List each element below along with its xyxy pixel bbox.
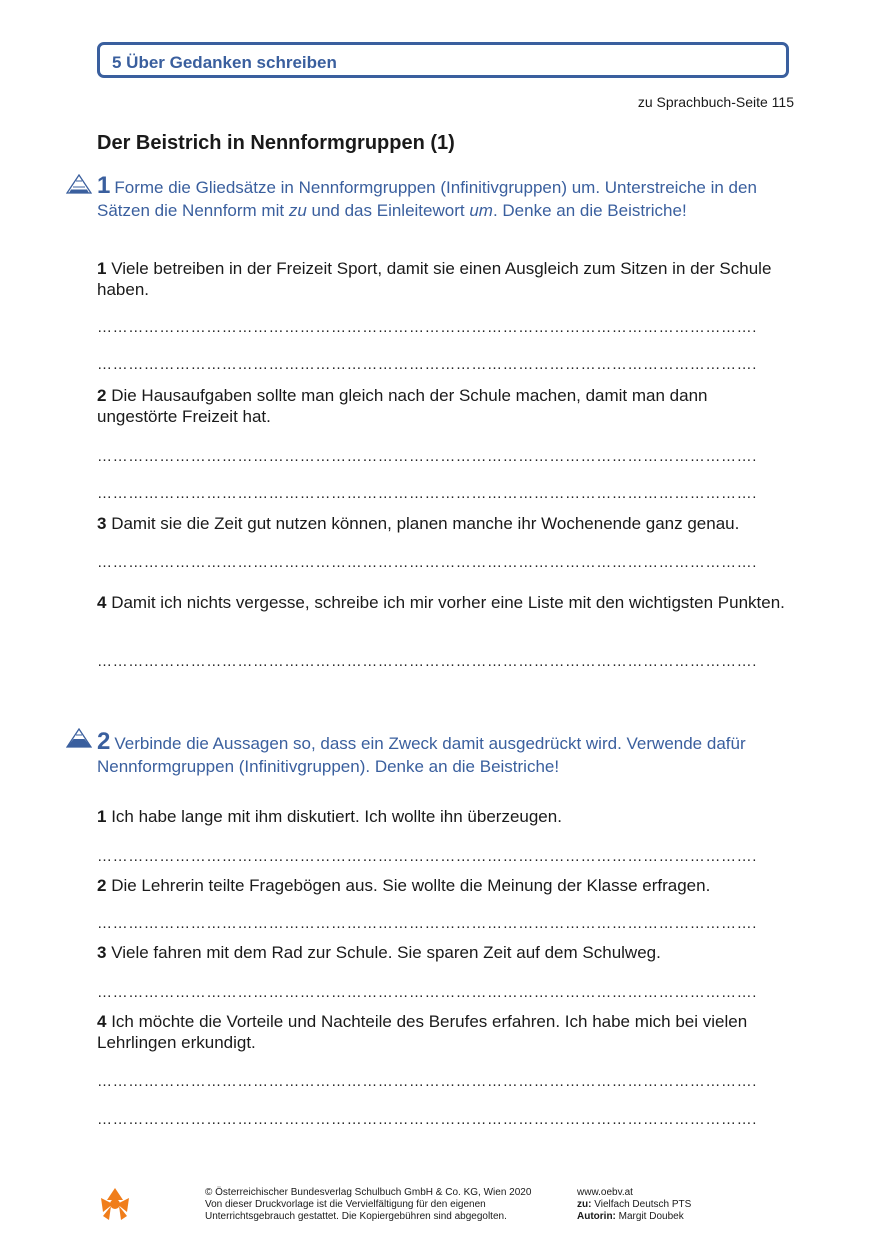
task-1-item-2: 2 Die Hausaufgaben sollte man gleich nach der Schule machen, damit man dann ungestörte Freizeit hat.: [97, 386, 708, 426]
footer-info: www.oebv.at zu: Vielfach Deutsch PTS Autorin: Margit Doubek: [577, 1187, 692, 1222]
answer-line[interactable]: ……………………………………………………………………………………………………………….: [97, 319, 757, 335]
answer-line[interactable]: ……………………………………………………………………………………………………………….: [97, 356, 757, 372]
answer-line[interactable]: ……………………………………………………………………………………………………………….: [97, 1111, 757, 1127]
answer-line[interactable]: ……………………………………………………………………………………………………………….: [97, 485, 757, 501]
task-1-instruction: 1 Forme die Gliedsätze in Nennformgruppen (Infinitivgruppen) um. Unterstreiche in den Sätzen die Nennform mit zu und das Einleitewort um. Denke an die Beistriche!: [97, 172, 757, 220]
task-2-item-3: 3 Viele fahren mit dem Rad zur Schule. Sie sparen Zeit auf dem Schulweg.: [97, 943, 661, 962]
oebv-logo-icon: [97, 1186, 133, 1222]
difficulty-level-1-icon: [66, 174, 92, 194]
website-link[interactable]: www.oebv.at: [577, 1187, 633, 1198]
task-2-item-1: 1 Ich habe lange mit ihm diskutiert. Ich wollte ihn überzeugen.: [97, 807, 562, 826]
sprachbuch-reference: zu Sprachbuch-Seite 115: [637, 94, 794, 110]
answer-line[interactable]: ……………………………………………………………………………………………………………….: [97, 554, 757, 570]
task-1-number: 1: [97, 172, 111, 199]
answer-line[interactable]: ……………………………………………………………………………………………………………….: [97, 1073, 757, 1089]
answer-line[interactable]: ……………………………………………………………………………………………………………….: [97, 448, 757, 464]
page-title: Der Beistrich in Nennformgruppen (1): [97, 132, 455, 154]
task-1-item-1: 1 Viele betreiben in der Freizeit Sport, damit sie einen Ausgleich zum Sitzen in der Schule haben.: [97, 259, 772, 299]
task-1-item-3: 3 Damit sie die Zeit gut nutzen können, planen manche ihr Wochenende ganz genau.: [97, 514, 740, 533]
answer-line[interactable]: ……………………………………………………………………………………………………………….: [97, 984, 757, 1000]
task-2-item-2: 2 Die Lehrerin teilte Fragebögen aus. Sie wollte die Meinung der Klasse erfragen.: [97, 876, 711, 895]
difficulty-level-2-icon: [66, 728, 92, 748]
answer-line[interactable]: ……………………………………………………………………………………………………………….: [97, 915, 757, 931]
chapter-title: 5 Über Gedanken schreiben: [112, 53, 337, 72]
chapter-header: [97, 42, 789, 78]
footer-copyright: © Österreichischer Bundesverlag Schulbuch GmbH & Co. KG, Wien 2020 Von dieser Druckvorlage ist die Vervielfältigung für den eigenen Unterrichtsgebrauch gestattet. Die Kopiergebühren sind abgegolten.: [205, 1187, 532, 1222]
task-2-instruction: 2 Verbinde die Aussagen so, dass ein Zweck damit ausgedrückt wird. Verwende dafür Nennformgruppen (Infinitivgruppen). Denke an die Beistriche!: [97, 728, 746, 776]
task-1-item-4: 4 Damit ich nichts vergesse, schreibe ich mir vorher eine Liste mit den wichtigsten Punkten.: [97, 593, 785, 612]
answer-line[interactable]: ……………………………………………………………………………………………………………….: [97, 848, 757, 864]
task-2-item-4: 4 Ich möchte die Vorteile und Nachteile des Berufes erfahren. Ich habe mich bei vielen Lehrlingen erkundigt.: [97, 1012, 748, 1052]
task-2-number: 2: [97, 728, 111, 755]
answer-line[interactable]: ……………………………………………………………………………………………………………….: [97, 653, 757, 669]
